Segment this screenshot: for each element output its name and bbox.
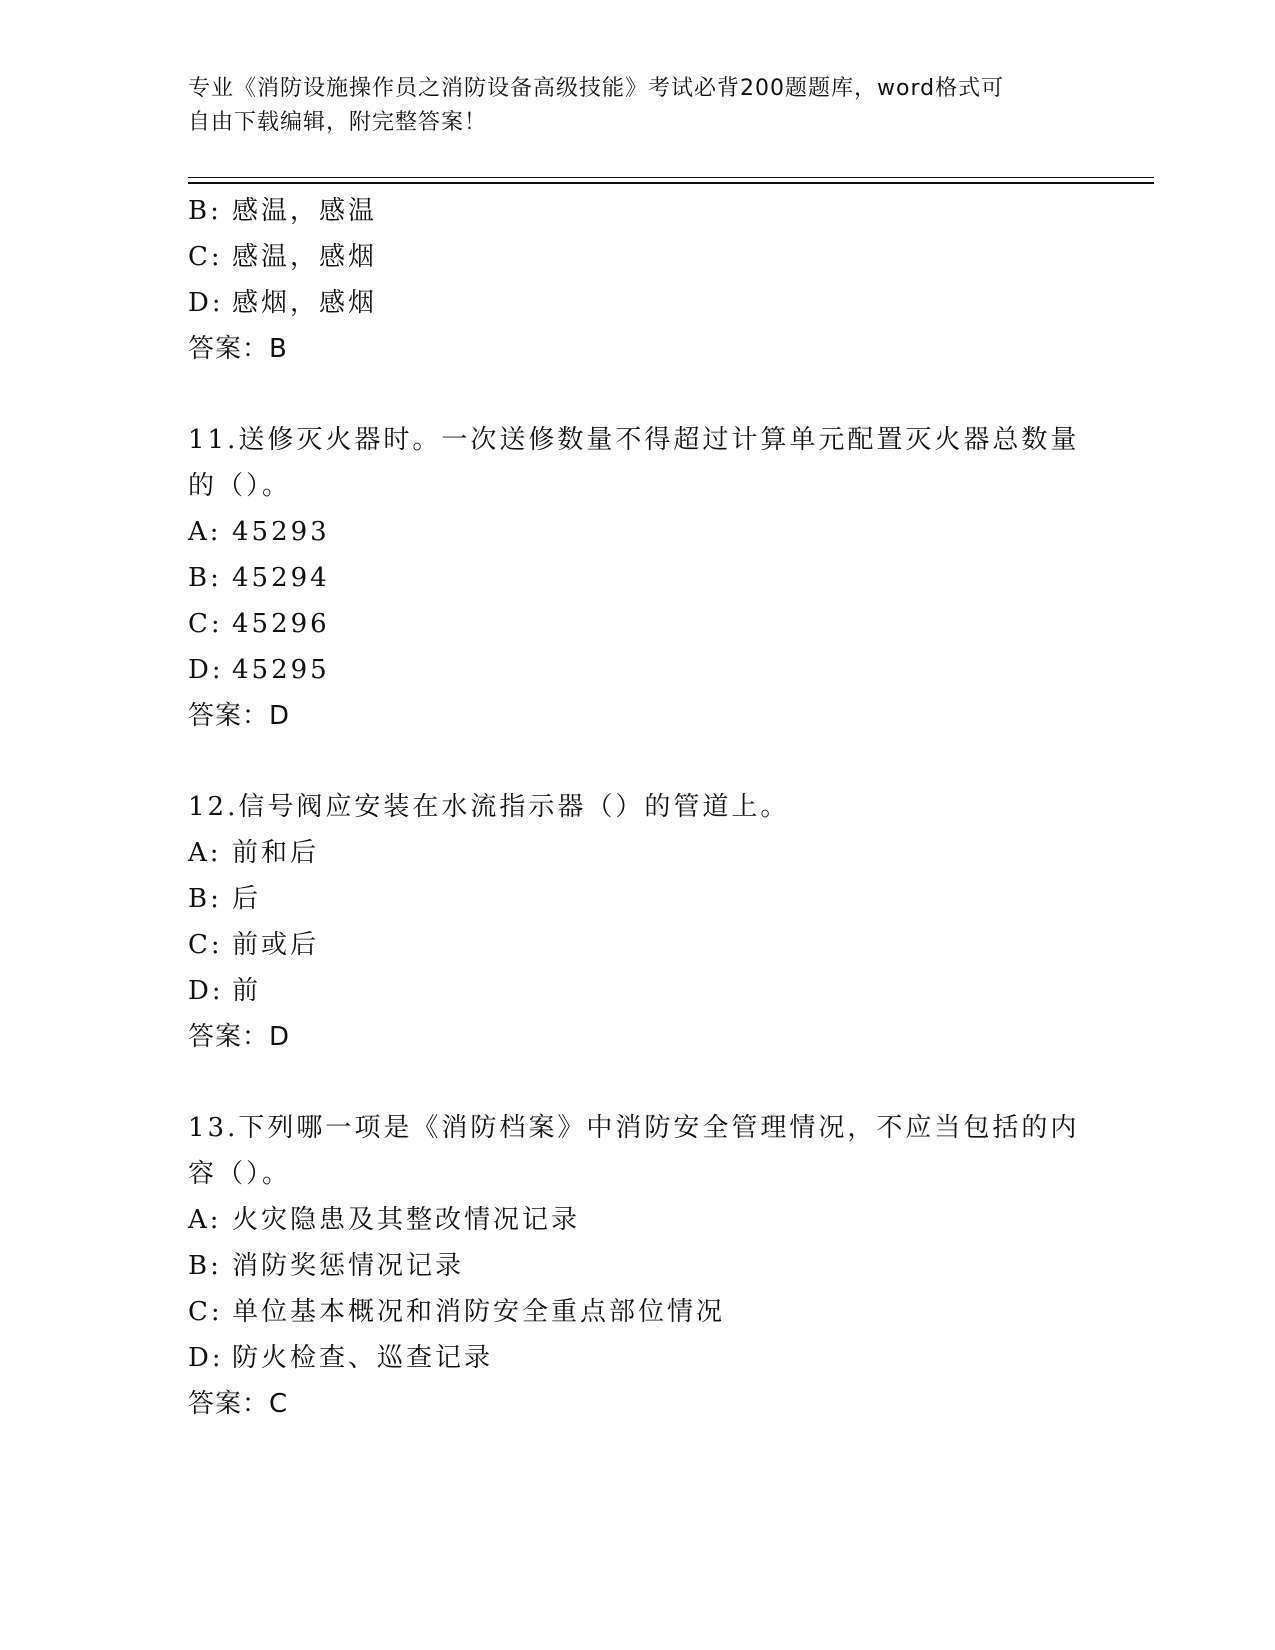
option-letter: B: [188,196,222,226]
option-d [188,647,1088,693]
option-text: 45294 [232,563,330,593]
option-b [188,1243,1088,1289]
answer-line: 答案：D [188,1022,291,1052]
option-letter: C: [188,930,223,960]
option-text: 45293 [232,517,330,547]
option-letter: D: [188,655,224,685]
option-text: 前或后 [232,930,320,960]
document-header [188,72,1088,140]
header-line-2: 自由下载编辑，附完整答案！ [188,110,488,135]
option-letter: C: [188,609,223,639]
option-text: 感温，感烟 [232,242,378,272]
option-c [188,234,1088,280]
option-b [188,876,1088,922]
question-text-line-1: 11.送修灭火器时。一次送修数量不得超过计算单元配置灭火器总数量 [188,425,1080,455]
option-text: 45295 [232,655,330,685]
question-12 [188,784,1088,1060]
option-letter: A: [188,517,222,547]
header-divider-thin [188,177,1154,178]
option-a [188,830,1088,876]
question-text-line-1: 12.信号阀应安装在水流指示器（）的管道上。 [188,792,790,822]
option-text: 45296 [232,609,330,639]
previous-question-tail [188,188,1088,372]
option-text: 前和后 [232,838,320,868]
question-13 [188,1105,1088,1427]
option-d [188,1335,1088,1381]
option-c [188,1289,1088,1335]
option-text: 消防奖惩情况记录 [232,1251,465,1281]
option-letter: A: [188,838,222,868]
option-b [188,555,1088,601]
option-c [188,601,1088,647]
option-a [188,509,1088,555]
option-letter: D: [188,976,224,1006]
question-11 [188,417,1088,739]
option-d [188,280,1088,326]
answer-line: 答案：B [188,334,288,364]
answer-line: 答案：D [188,701,291,731]
question-text-line-2: 容（）。 [188,1159,292,1189]
option-c [188,922,1088,968]
option-d [188,968,1088,1014]
question-list [188,188,1088,1427]
option-letter: D: [188,1343,224,1373]
header-divider-thick [188,182,1154,184]
option-letter: D: [188,288,224,318]
option-text: 感烟，感烟 [232,288,378,318]
option-letter: B: [188,884,222,914]
option-letter: A: [188,1205,222,1235]
question-text-line-1: 13.下列哪一项是《消防档案》中消防安全管理情况，不应当包括的内 [188,1113,1080,1143]
option-letter: B: [188,1251,222,1281]
header-line-1: 专业《消防设施操作员之消防设备高级技能》考试必背200题题库，word格式可 [188,76,1005,101]
option-text: 火灾隐患及其整改情况记录 [232,1205,581,1235]
option-text: 感温，感温 [232,196,378,226]
option-text: 单位基本概况和消防安全重点部位情况 [232,1297,726,1327]
option-letter: B: [188,563,222,593]
answer-line: 答案：C [188,1389,289,1419]
option-b [188,188,1088,234]
option-letter: C: [188,242,223,272]
option-letter: C: [188,1297,223,1327]
option-text: 后 [232,884,262,914]
option-a [188,1197,1088,1243]
question-text-line-2: 的（）。 [188,471,292,501]
option-text: 前 [232,976,262,1006]
option-text: 防火检查、巡查记录 [232,1343,494,1373]
